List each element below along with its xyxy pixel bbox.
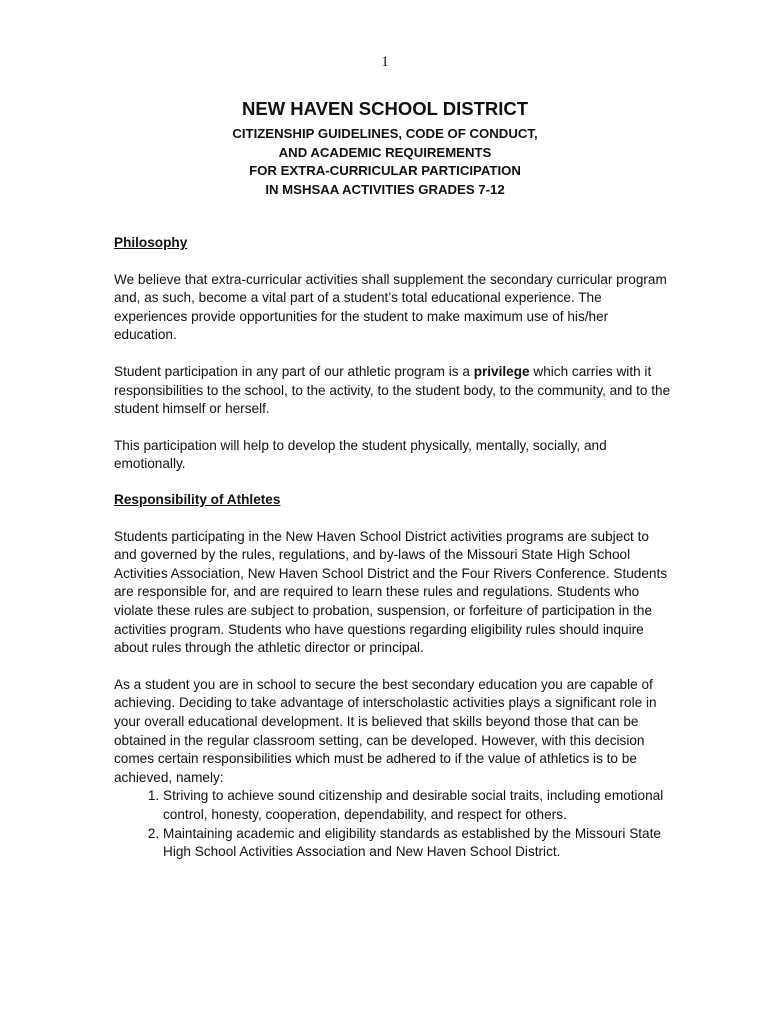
- subtitle-line-4: IN MSHSAA ACTIVITIES GRADES 7-12: [265, 181, 505, 197]
- philosophy-paragraph-2: [114, 363, 674, 419]
- philosophy-heading: Philosophy: [114, 235, 188, 250]
- subtitle-line-3: FOR EXTRA-CURRICULAR PARTICIPATION: [249, 163, 521, 178]
- subtitle-line-1: CITIZENSHIP GUIDELINES, CODE OF CONDUCT,: [232, 126, 538, 141]
- privilege-emphasis: privilege: [473, 363, 530, 379]
- page-number: 1: [381, 54, 389, 70]
- responsibility-paragraph-1: Students participating in the New Haven School District activities programs are subject to and governed by the rules, regulations, and by-laws of the Missouri State High School Activities Association, New Haven School District and the Four Rivers Conference. Students are responsible for, and are required to learn these rules and regulations. Students who violate these rules are subject to probation, suspension, or forfeiture of participation in the activities program. Students who have questions regarding eligibility rules should inquire about rules through the athletic director or principal.: [114, 528, 668, 656]
- list-item: 1. Striving to achieve sound citizenship and desirable social traits, including emotional control, honesty, cooperation, dependability, and respect for others.: [163, 787, 674, 824]
- document-title: NEW HAVEN SCHOOL DISTRICT: [241, 98, 529, 119]
- document-header: [0, 97, 770, 199]
- p2-text-before: Student participation in any part of our athletic program is a: [114, 363, 474, 379]
- philosophy-paragraph-3: This participation will help to develop the student physically, mentally, socially, and emotionally.: [114, 437, 607, 472]
- responsibility-section: [114, 491, 674, 862]
- philosophy-paragraph-1: We believe that extra-curricular activities shall supplement the secondary curricular program and, as such, become a vital part of a student’s total educational experience. The experiences provide opportunities for the student to make maximum use of his/her education.: [114, 271, 667, 343]
- subtitle-line-2: AND ACADEMIC REQUIREMENTS: [278, 144, 492, 160]
- philosophy-section: [114, 234, 674, 474]
- responsibility-heading: Responsibility of Athletes: [114, 492, 281, 507]
- responsibility-paragraph-2: As a student you are in school to secure the best secondary education you are capable of achieving. Deciding to take advantage of interscholastic activities plays a significant role in your overall educational development. It is believed that skills beyond those that can be obtained in the regular classroom setting, can be developed. However, with this decision comes certain responsibilities which must be adhered to if the value of athletics is to be achieved, namely:: [114, 676, 657, 785]
- p2-text-after: which carries with it responsibilities to the school, to the activity, to the student body, to the community, and to the student himself or herself.: [114, 363, 671, 417]
- list-item: 2. Maintaining academic and eligibility standards as established by the Missouri State High School Activities Association and New Haven School District.: [163, 825, 674, 862]
- responsibility-list: [114, 787, 674, 861]
